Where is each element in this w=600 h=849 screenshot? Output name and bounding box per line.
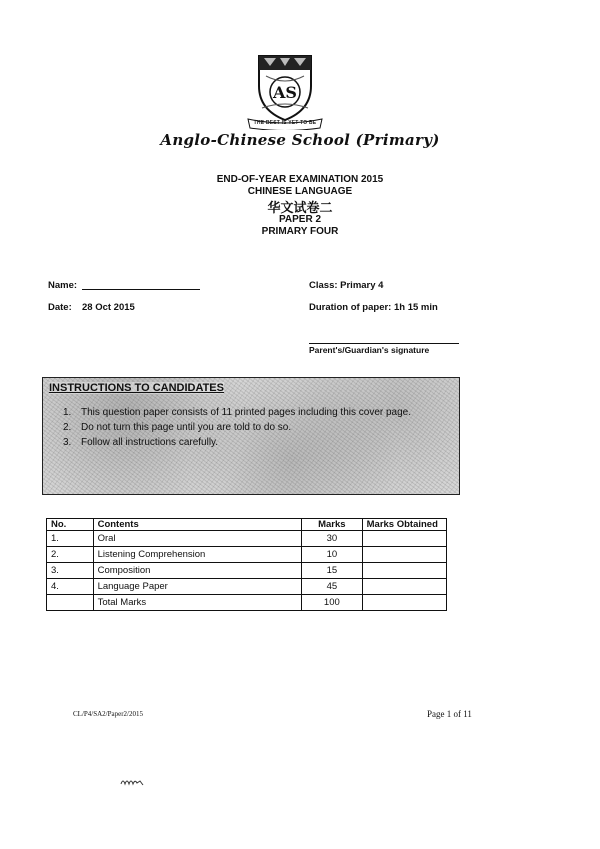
exam-title: END-OF-YEAR EXAMINATION 2015 bbox=[216, 174, 384, 185]
row-marks-obtained bbox=[362, 563, 446, 579]
header-contents: Contents bbox=[93, 519, 302, 531]
table-row bbox=[47, 547, 447, 563]
header-marks: Marks bbox=[302, 519, 363, 531]
instructions-box bbox=[42, 377, 460, 495]
handwritten-scribble-icon bbox=[120, 776, 146, 788]
row-marks: 100 bbox=[302, 595, 363, 611]
crest-motto: THE BEST IS YET TO BE bbox=[253, 120, 317, 126]
row-marks: 45 bbox=[302, 579, 363, 595]
header-no: No. bbox=[47, 519, 94, 531]
signature-line bbox=[309, 343, 459, 344]
row-marks: 15 bbox=[302, 563, 363, 579]
subject-title: CHINESE LANGUAGE bbox=[247, 186, 353, 197]
row-no: 4. bbox=[47, 579, 94, 595]
table-row bbox=[47, 531, 447, 547]
row-marks-obtained bbox=[362, 531, 446, 547]
level-title: PRIMARY FOUR bbox=[261, 226, 339, 237]
page-number: Page 1 of 11 bbox=[427, 709, 472, 719]
instruction-item bbox=[63, 421, 443, 434]
name-input-line bbox=[82, 289, 200, 290]
header-marks-obtained: Marks Obtained bbox=[362, 519, 446, 531]
row-contents: Listening Comprehension bbox=[93, 547, 302, 563]
signature-label: Parent's/Guardian's signature bbox=[309, 345, 430, 355]
instructions-title: INSTRUCTIONS TO CANDIDATES bbox=[49, 382, 224, 394]
row-contents: Composition bbox=[93, 563, 302, 579]
class-label: Class: Primary 4 bbox=[309, 280, 384, 291]
row-no: 2. bbox=[47, 547, 94, 563]
school-crest-icon bbox=[256, 52, 314, 124]
row-marks: 10 bbox=[302, 547, 363, 563]
instruction-text: Follow all instructions carefully. bbox=[81, 437, 219, 448]
instruction-number: 2. bbox=[63, 422, 72, 433]
date-value: 28 Oct 2015 bbox=[82, 302, 135, 313]
instruction-text: Do not turn this page until you are told to do so. bbox=[81, 422, 292, 433]
crest-banner bbox=[246, 117, 324, 130]
row-contents: Oral bbox=[93, 531, 302, 547]
instructions-list bbox=[63, 406, 443, 451]
instruction-item bbox=[63, 406, 443, 419]
instruction-number: 1. bbox=[63, 407, 72, 418]
row-marks-obtained bbox=[362, 547, 446, 563]
table-row bbox=[47, 579, 447, 595]
paper-code: CL/P4/SA2/Paper2/2015 bbox=[73, 710, 144, 718]
table-row bbox=[47, 563, 447, 579]
crest-letters: AS bbox=[273, 83, 297, 102]
row-contents: Language Paper bbox=[93, 579, 302, 595]
row-no bbox=[47, 595, 94, 611]
row-marks-obtained bbox=[362, 579, 446, 595]
instruction-text: This question paper consists of 11 printed pages including this cover page. bbox=[81, 407, 412, 418]
table-header-row bbox=[47, 519, 447, 531]
row-no: 3. bbox=[47, 563, 94, 579]
instruction-number: 3. bbox=[63, 437, 72, 448]
school-name: Anglo-Chinese School (Primary) bbox=[160, 131, 440, 149]
table-row-total bbox=[47, 595, 447, 611]
contents-table bbox=[46, 518, 447, 611]
paper-number: PAPER 2 bbox=[278, 214, 322, 225]
row-marks-obtained bbox=[362, 595, 446, 611]
instruction-item bbox=[63, 436, 443, 449]
date-label: Date: bbox=[48, 302, 72, 313]
row-contents: Total Marks bbox=[93, 595, 302, 611]
row-no: 1. bbox=[47, 531, 94, 547]
chinese-title: 华文试卷二 bbox=[267, 201, 333, 216]
name-label: Name: bbox=[48, 280, 78, 291]
row-marks: 30 bbox=[302, 531, 363, 547]
duration-label: Duration of paper: 1h 15 min bbox=[309, 302, 438, 313]
